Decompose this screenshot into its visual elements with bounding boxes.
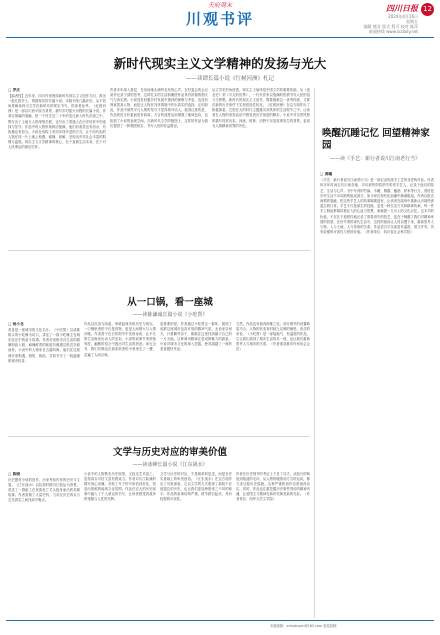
third-column-2: [84, 472, 156, 618]
sidebar-column: [320, 172, 434, 618]
masthead-name: 四川日报: [386, 4, 418, 13]
section-kicker: 天府周末: [207, 2, 232, 9]
lead-text-3: 从文学史的角度看，现实主义始终是中国文学的重要传统。从《创业史》到《平凡的世界》，一代代作家以饱满的热情书写人民的奋斗与梦想。新时代的现实主义创作，既要继承这一优秀传统，又要在新的历史条件下实现创造性转化。《红树河洲》在这方面作出了积极探索，它把宏大的时代主题落实到具体的生活细节之中，让读者在人物的喜怒哀乐中感受到历史前进的脚步。小说中对自然风物的描写同样出彩，河流、树林、田野不仅是故事发生的背景，更成为人物精神世界的外化。: [212, 88, 310, 128]
second-headline: 从一口锅，看一座城: [127, 297, 213, 308]
lead-column-1: [8, 88, 106, 244]
third-text-2: 小说中的人物既有历史原型，又经过艺术加工，显得真实可信又富有感染力。作者对川江险滩的描写惊心动魄，对船工号子的引用恰到好处，营造出浓郁的地域文化氛围。作品在宏大的历史叙事中融入了个人命运的书写，让读者感受到战争的残酷与人性的光辉。: [84, 472, 156, 502]
third-byline: ——读冰峰长篇小说《江东战水》: [132, 462, 208, 468]
masthead-weekday: 星期五: [406, 19, 418, 24]
sidebar-headline: 唤醒沉睡记忆 回望精神家园: [322, 128, 430, 151]
lead-author: □ 罗庆: [8, 88, 21, 92]
masthead-editors: 编辑 熊亚 版式 程可 校对 陈萍: [363, 24, 418, 29]
second-text-2: 作品以饮食为线索，串联起城市的历史与现实。一口锅里煮的不仅是食物，更是人间烟火与人情冷暖。作者善于在日常细节中发现诗意，让平凡的生活焕发出动人的光彩。小说的叙事节奏张弛有度，幽默的语言中透出对生活的热爱。读完全书，我们仿佛也在那条熟悉的小巷里走了一遭，尝遍了人间百味。: [84, 322, 156, 357]
page-number-badge: 12: [421, 3, 434, 16]
sidebar-text: 《手艺：新行者说川江南老行当》是一部记录传统手工艺的非虚构作品。作者用多年时间走访川南各地，寻访那些即将消失的老手艺人，记录下他们的技艺、生活与心声。书中写到的竹编、木雕、陶器、酿酒、织布等行当，曾经是乡村生活不可或缺的组成部分，如今却在现代化浪潮中渐渐隐退。作者以饱含深情的笔触，把这些手艺人的故事娓娓道来，让读者在阅读中重新认识那些被遗忘的日常。手艺不仅是谋生的技能，更是一种生活方式和精神传承。每一件手工制品都凝结着匠人的心血与智慧，承载着一方水土的文化记忆。这本书的价值，不仅在于抢救性地记录了即将消失的技艺，更在于唤醒了我们对精神家园的回望。在快节奏的现代生活中，这样的阅读让人得以慢下来，重新思考人与物、人与土地、人与传统的关系。作品语言平实而富有温度，图文并茂，具有较强的可读性与资料价值。（作者单位：四川省社会科学院）: [320, 178, 434, 235]
lead-text-1: 【编者按】近年来，四川作家围绕新时代现实主义创作方向，推出一批扎根乡土、观照现实的长篇小说。本版刊发几篇评论，从不同角度解读四川文学在新时代的现实书写，供读者参考。《红树河洲》是一部以川西平原为背景、描写乡村振兴历程的长篇小说。作者以细腻的笔触，把一个村庄近二十年的变迁嵌入时代洪流之中，既写出了土地与人的深刻关联，也写出了普通人在历史转折中的选择与坚守。作品中的人物形象鲜活饱满，他们有欢笑也有泪水，有犹豫也有担当。小说在结构上采用多线并进的方式，让不同代际的人物在同一片土地上相遇、碰撞、和解，呈现出乡村社会丰富的肌理与温度。现实主义文学精神的核心，在于直面生活本身，在于对人民命运的深切关怀。: [8, 94, 106, 150]
footer-note: 本版邮箱：scrbshupin@163.com 欢迎投稿: [270, 624, 337, 628]
second-column-4: [236, 322, 310, 432]
third-column-1: [8, 472, 80, 618]
second-text-3: 更重要的是，作者通过小吃帮这一群体，展现了成都这座城市包容开放的精神气质。无论来自何方，只要勤劳肯干，都能在这里找到属于自己的一片天地。这种城市精神正是成都魅力的源泉。小说对城市文化的深入挖掘，使其超越了一般的美食题材作品。: [160, 322, 232, 352]
header-rule: [6, 37, 434, 38]
masthead-site: 新闻热线 www.scdaily.net: [368, 29, 418, 34]
masthead: [364, 3, 418, 34]
lead-text-2: 作者多年深入基层，在田间地头倾听农民的心声，在村委会的会议桌旁记录干部的思考，这种扎实的生活积累使作品具有浓郁的烟火气与真实感。小说没有回避乡村发展中遇到的困难与矛盾，也没有刻意拔高人物，而是让人物在具体情境中作出真实的选择。正因如此，作品中那些平凡人物的坚守才显得格外动人。值得注意的是，作品的语言朴素而富有韵味，方言的适度运用增强了地域色彩，也拓展了小说的表现空间。在新时代文学的版图上，这样的作品为我们提供了一种观照现实、书写人民的有益路径。: [110, 88, 208, 128]
second-text-4: 当然，作品也有值得商榷之处。部分情节的设置略显巧合，人物的转变有时缺乏足够的铺垫。但总的来说，《小吃帮》是一部接地气、有温度的作品，它让我们看到了城市生活的另一面，也让我们重新思考人与城市的关系。（作者系成都市作家协会会员）: [236, 322, 310, 352]
sidebar-divider: [314, 88, 315, 618]
section-logo: [160, 2, 280, 34]
footer-rule: [6, 620, 434, 621]
second-column-1: [8, 322, 80, 432]
third-column-3: [160, 472, 232, 618]
lead-column-2: [110, 88, 208, 244]
section-divider-2: [8, 436, 310, 437]
third-column-4: [236, 472, 310, 618]
second-column-3: [160, 322, 232, 432]
lead-headline: 新时代现实主义文学精神的发扬与光大: [113, 56, 327, 71]
third-text-4: 作者在历史细节的考证上下足了功夫，从船只的构造到航道的走向，从人物的服饰到方言的运用，都力求还原历史原貌。这种严谨的创作态度值得肯定。同时，作品也注重挖掘历史事件背后的精神内涵，让爱国主义精神在新时代焕发新的光彩。（作者单位：西华大学文学院）: [236, 472, 310, 502]
third-text-3: 文学与历史的对应，不是简单的复述，而是在史实基础上的审美创造。《江东战水》在这方面作出了可贵探索，它以文学的方式重现了那段不应被遗忘的历史，也让我们更加珍惜来之不易的和平。作品的叙事结构严谨，情节跌宕起伏，具有较强的可读性。: [160, 472, 232, 502]
page-header: [0, 0, 440, 36]
lead-byline: ——读谭长篇小说《红树河洲》札记: [185, 76, 274, 82]
second-text-1: 美食是一座城市的文化名片。《小吃帮》以成都街头的小吃摊为切口，讲述了一群小吃摊主在城市变迁中的奋斗故事。作者对成都市井生活的描摹细致入微，麻辣鲜香的味道仿佛透过纸页扑面而来。小说中的人物来自五湖四海，他们在这座城市里相遇、相知、相助，共同书写了一段温暖的城市传奇。: [8, 328, 80, 363]
lead-column-3: [212, 88, 310, 244]
second-byline: ——读陈谦诚长篇小说《小吃帮》: [132, 312, 208, 318]
sidebar-byline: ——读《手艺：新行者说川江南老行当》: [330, 156, 421, 162]
third-text-1: 历史题材小说的创作，历来考验作家的史识与文笔。《江东战水》以抗战时期川江航运为背景，讲述了一群船工在民族危亡关头挺身而出的英雄故事。作者查阅了大量史料，力求在历史真实与艺术真实之间找到平衡点。: [8, 478, 80, 503]
masthead-date: 2024年4月26日: [388, 14, 418, 19]
second-column-2: [84, 322, 156, 432]
section-title: 川观书评: [185, 10, 254, 28]
third-author: □ 陈晓: [8, 472, 21, 476]
second-author: □ 杨小龙: [8, 322, 24, 326]
third-headline: 文学与历史对应的审美价值: [112, 447, 227, 458]
sidebar-author: □ 黄曦: [320, 172, 333, 176]
section-divider-1: [8, 250, 310, 251]
